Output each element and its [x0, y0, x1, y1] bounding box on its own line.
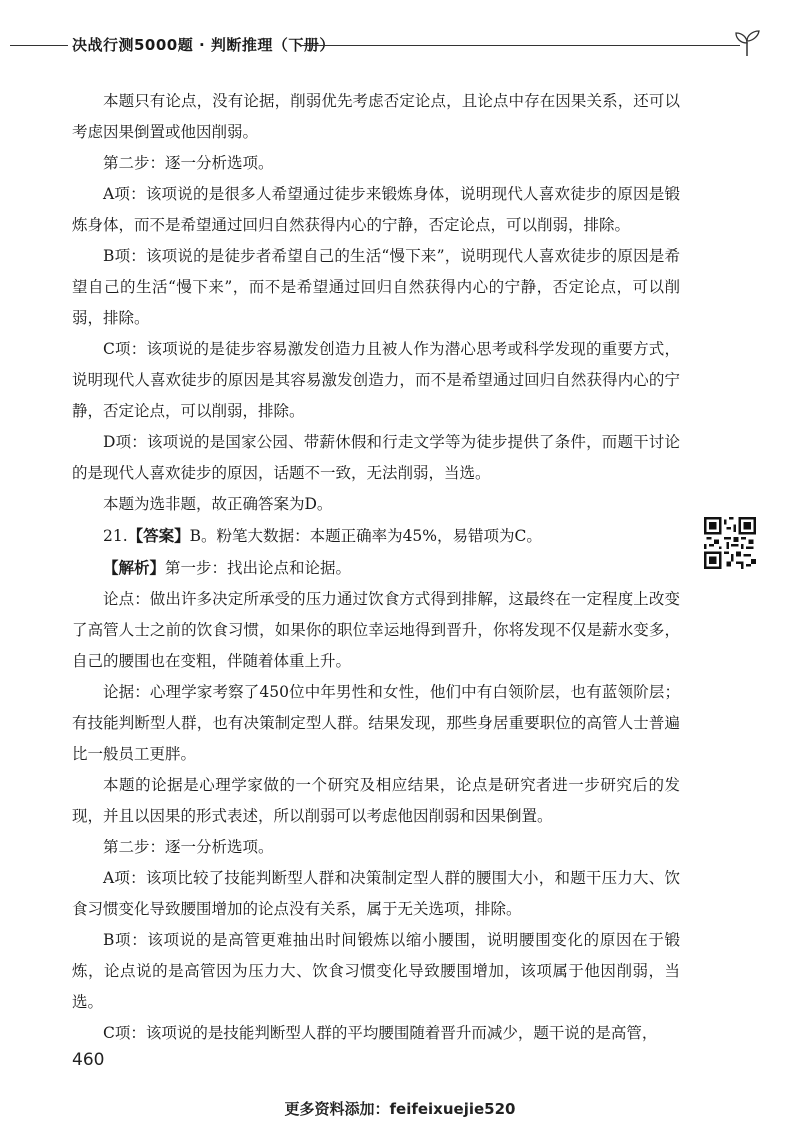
analysis-text: 第一步：找出论点和论据。 [165, 559, 352, 577]
paragraph: D项：该项说的是国家公园、带薪休假和行走文学等为徒步提供了条件，而题干讨论的是现代人喜欢徒步的原因，话题不一致，无法削弱，当选。 [72, 433, 680, 482]
paragraph: 第二步：逐一分析选项。 [103, 838, 274, 856]
page-body [72, 86, 680, 1049]
answer-text: B。粉笔大数据：本题正确率为45%，易错项为C。 [189, 527, 542, 545]
paragraph: C项：该项说的是徒步容易激发创造力且被人作为潜心思考或科学发现的重要方式，说明现代人喜欢徒步的原因是其容易激发创造力，而不是希望通过回归自然获得内心的宁静，否定论点，可以削弱，排除。 [72, 340, 680, 420]
answer-tag: 【答案】 [127, 526, 190, 545]
paragraph: A项：该项比较了技能判断型人群和决策制定型人群的腰围大小，和题干压力大、饮食习惯变化导致腰围增加的论点没有关系，属于无关选项，排除。 [72, 869, 680, 918]
book-title: 决战行测5000题 · 判断推理（下册） [72, 36, 335, 54]
footer-contact-note: 更多资料添加：feifeixuejie520 [284, 1100, 516, 1118]
header-rule-left [10, 45, 68, 46]
header-rule-right [300, 45, 740, 46]
paragraph: 第二步：逐一分析选项。 [103, 154, 274, 172]
paragraph: B项：该项说的是高管更难抽出时间锻炼以缩小腰围，说明腰围变化的原因在于锻炼，论点说的是高管因为压力大、饮食习惯变化导致腰围增加，该项属于他因削弱，当选。 [72, 931, 680, 1011]
page-number: 460 [72, 1050, 105, 1070]
paragraph: A项：该项说的是很多人希望通过徒步来锻炼身体，说明现代人喜欢徒步的原因是锻炼身体，而不是希望通过回归自然获得内心的宁静，否定论点，可以削弱，排除。 [72, 185, 680, 234]
qr-code-icon[interactable] [704, 517, 756, 569]
paragraph: 本题只有论点，没有论据，削弱优先考虑否定论点，且论点中存在因果关系，还可以考虑因果倒置或他因削弱。 [72, 92, 680, 141]
paragraph: C项：该项说的是技能判断型人群的平均腰围随着晋升而减少，题干说的是高管， [103, 1024, 658, 1042]
paragraph: 论点：做出许多决定所承受的压力通过饮食方式得到排解，这最终在一定程度上改变了高管人士之前的饮食习惯，如果你的职位幸运地得到晋升，你将发现不仅是薪水变多，自己的腰围也在变粗，伴随着体重上升。 [72, 590, 680, 670]
paragraph: 本题的论据是心理学家做的一个研究及相应结果，论点是研究者进一步研究后的发现，并且以因果的形式表述，所以削弱可以考虑他因削弱和因果倒置。 [72, 776, 680, 825]
answer-line [72, 520, 680, 552]
paragraph: 论据：心理学家考察了450位中年男性和女性，他们中有白领阶层，也有蓝领阶层；有技能判断型人群，也有决策制定型人群。结果发现，那些身居重要职位的高管人士普遍比一般员工更胖。 [72, 683, 680, 763]
page-header [0, 28, 800, 62]
sprout-icon [730, 28, 764, 58]
analysis-line [72, 552, 680, 584]
analysis-tag: 【解析】 [103, 558, 166, 577]
paragraph: B项：该项说的是徒步者希望自己的生活“慢下来”，说明现代人喜欢徒步的原因是希望自己的生活“慢下来”，而不是希望通过回归自然获得内心的宁静，否定论点，可以削弱，排除。 [72, 247, 680, 327]
paragraph: 本题为选非题，故正确答案为D。 [103, 495, 333, 513]
question-number: 21. [103, 527, 128, 545]
